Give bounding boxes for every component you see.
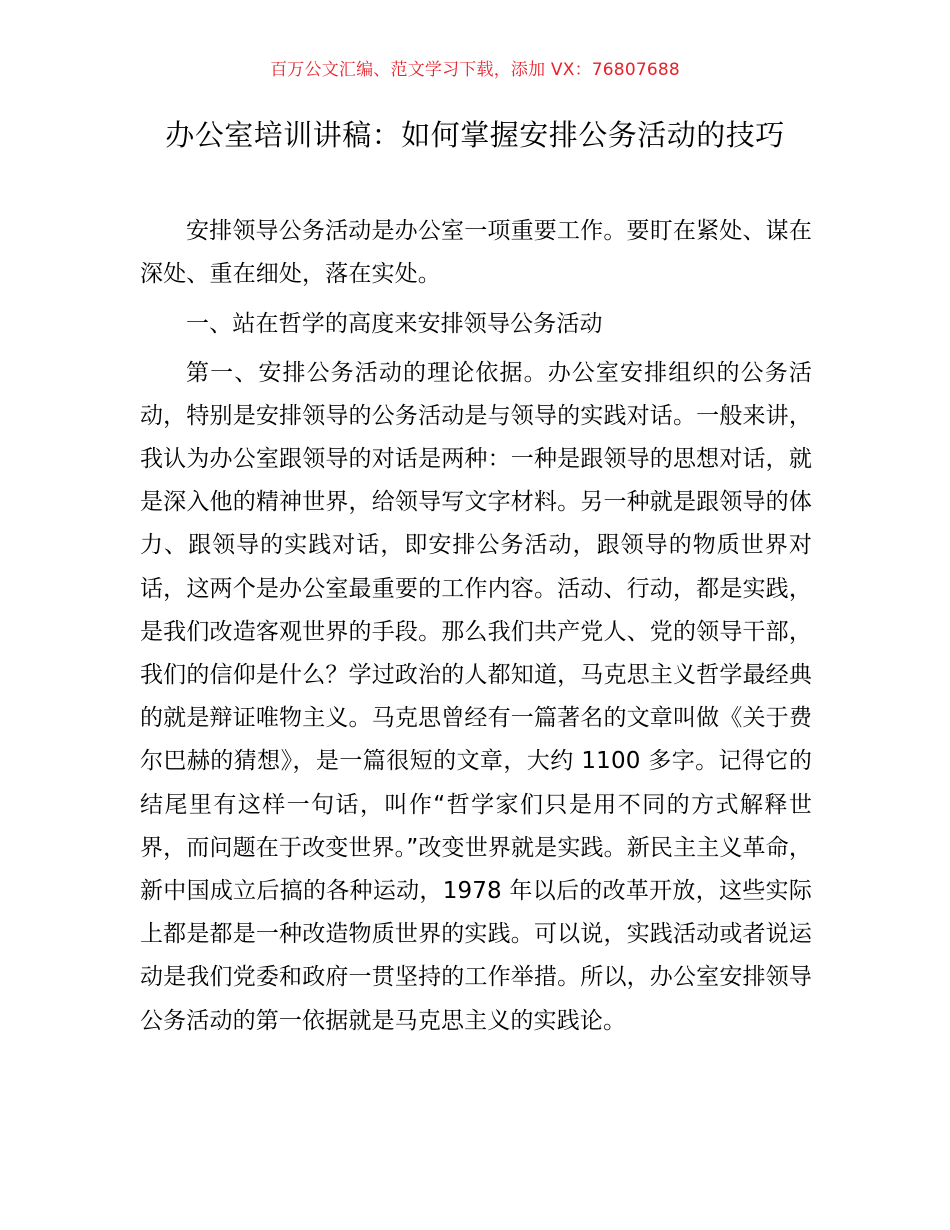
intro-paragraph: 安排领导公务活动是办公室一项重要工作。要盯在紧处、谋在深处、重在细处，落在实处。 (140, 218, 812, 288)
body-paragraph: 第一、安排公务活动的理论依据。办公室安排组织的公务活动，特别是安排领导的公务活动是与领导的实践对话。一般来讲，我认为办公室跟领导的对话是两种：一种是跟领导的思想对话，就是深入他的精神世界，给领导写文字材料。另一种就是跟领导的体力、跟领导的实践对话，即安排公务活动，跟领导的物质世界对话，这两个是办公室最重要的工作内容。活动、行动，都是实践，是我们改造客观世界的手段。那么我们共产党人、党的领导干部，我们的信仰是什么？学过政治的人都知道，马克思主义哲学最经典的就是辩证唯物主义。马克思曾经有一篇著名的文章叫做《关于费尔巴赫的猜想》，是一篇很短的文章，大约 1100 多字。记得它的结尾里有这样一句话，叫作“哲学家们只是用不同的方式解释世界，而问题在于改变世界。”改变世界就是实践。新民主主义革命，新中国成立后搞的各种运动，1978 年以后的改革开放，这些实际上都是都是一种改造物质世界的实践。可以说，实践活动或者说运动是我们党委和政府一贯坚持的工作举措。所以，办公室安排领导公务活动的第一依据就是马克思主义的实践论。 (140, 359, 812, 1034)
document-title: 办公室培训讲稿：如何掌握安排公务活动的技巧 (165, 118, 785, 152)
header-watermark-note: 百万公文汇编、范文学习下载，添加 VX：76807688 (270, 60, 680, 80)
document-body (140, 210, 812, 1049)
section-heading: 一、站在哲学的高度来安排领导公务活动 (186, 311, 603, 338)
